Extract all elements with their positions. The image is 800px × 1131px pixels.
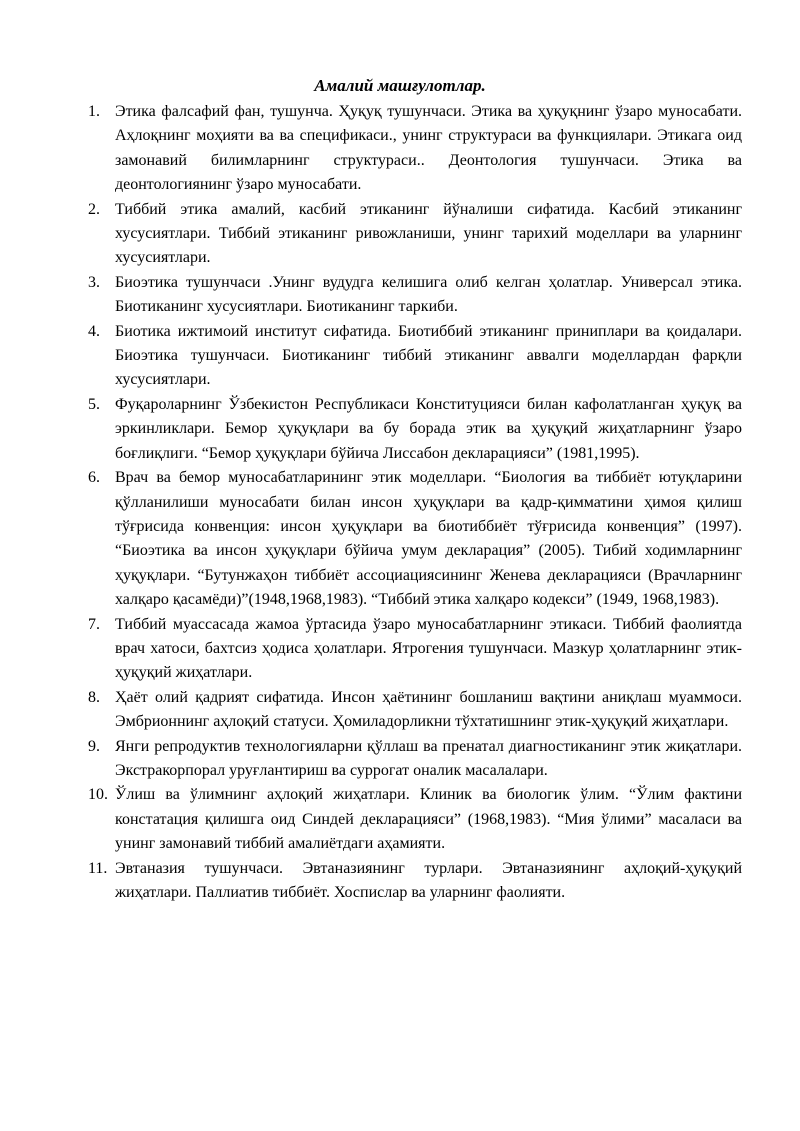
list-item [88,198,742,271]
item-number: 6. [88,469,100,487]
item-text: Тиббий этика амалий, касбий этиканинг йўналиши сифатида. Касбий этиканинг хусусиятлари. Тиббий этиканинг ривожланиши, унинг тарихий моделлари ва уларнинг хусусиятлари. [115,200,742,267]
item-number: 5. [88,395,100,413]
list-item [88,271,742,320]
document-title: Амалий машғулотлар. [314,76,486,95]
list-item [88,686,742,735]
item-number: 7. [88,615,100,633]
item-number: 2. [88,200,100,218]
list-item [88,393,742,466]
item-text: Янги репродуктив технологияларни қўллаш ва пренатал диагностиканинг этик жиқатлари. Экстракорпорал уруғлантириш ва суррогат оналик масалалари. [115,737,742,779]
item-number: 3. [88,273,100,291]
item-text: Ўлиш ва ўлимнинг аҳлоқий жиҳатлари. Клиник ва биологик ўлим. “Ўлим фактини констатация қилишга оид Синдей декларацияси” (1968,1983). “Мия ўлими” масаласи ва унинг замонавий тиббий амалиётдаги аҳамияти. [115,786,742,853]
list-item [88,100,742,198]
item-number: 8. [88,688,100,706]
item-number: 11. [88,859,108,877]
list-item [88,466,742,612]
item-text: Тиббий муассасада жамоа ўртасида ўзаро муносабатларнинг этикаси. Тиббий фаолиятда врач хатоси, бахтсиз ҳодиса ҳолатлари. Ятрогения тушунчаси. Мазкур ҳолатларнинг этик-ҳуқуқий жиҳатлари. [115,615,742,682]
item-number: 9. [88,737,100,755]
item-text: Биотика ижтимоий институт сифатида. Биотиббий этиканинг приниплари ва қоидалари. Биоэтика тушунчаси. Биотиканинг тиббий этиканинг аввалги моделлардан фарқли хусусиятлари. [115,322,742,389]
item-number: 4. [88,322,100,340]
item-text: Фуқароларнинг Ўзбекистон Республикаси Конституцияси билан кафолатланган ҳуқуқ ва эркинликлари. Бемор ҳуқуқлари ва бу борада этик ва ҳуқуқий жиҳатларнинг ўзаро боғлиқлиги. “Бемор ҳуқуқлари бўйича Лиссабон декларацияси” (1981,1995). [115,395,742,462]
item-text: Ҳаёт олий қадрият сифатида. Инсон ҳаётининг бошланиш вақтини аниқлаш муаммоси. Эмбрионнинг аҳлоқий статуси. Ҳомиладорликни тўхтатишнинг этик-ҳуқуқий жиҳатлари. [115,688,742,731]
topics-list [88,100,742,905]
item-text: Биоэтика тушунчаси .Унинг вудудга келишига олиб келган ҳолатлар. Универсал этика. Биотиканинг хусусиятлари. Биотиканинг таркиби. [115,273,742,316]
item-number: 1. [88,103,100,120]
item-text: Эвтаназия тушунчаси. Эвтаназиянинг турлари. Эвтаназиянинг аҳлоқий-ҳуқуқий жиҳатлари. Паллиатив тиббиёт. Хоспислар ва уларнинг фаолияти. [115,859,742,901]
list-item [88,857,742,906]
list-item [88,783,742,856]
list-item [88,613,742,686]
item-number: 10. [88,786,108,804]
item-text: Этика фалсафий фан, тушунча. Ҳуқуқ тушунчаси. Этика ва ҳуқуқнинг ўзаро муносабати. Аҳлоқнинг моҳияти ва ва спецификаси., унинг структураси ва функциялари. Этикага оид замонавий билимларнинг структураси.. Деонтология тушунчаси. Этика ва деонтологиянинг ўзаро муносабати. [115,103,742,194]
item-text: Врач ва бемор муносабатларининг этик моделлари. “Биология ва тиббиёт ютуқларини қўлланилиши муносабати билан инсон ҳуқуқлари ва қадр-қимматини ҳимоя қилиш тўғрисида конвенция: инсон ҳуқуқлари ва биотиббиёт тўғрисида конвенция” (1997). “Биоэтика ва инсон ҳуқуқлари бўйича умум декларация” (2005). Тибий ходимларнинг ҳуқуқлари. “Бутунжаҳон тиббиёт ассоциациясининг Женева декларацияси (Врачларнинг халқаро қасамёди)”(1948,1968,1983). “Тиббий этика халқаро кодекси” (1949, 1968,1983). [115,469,742,609]
list-item [88,320,742,393]
list-item [88,735,742,784]
